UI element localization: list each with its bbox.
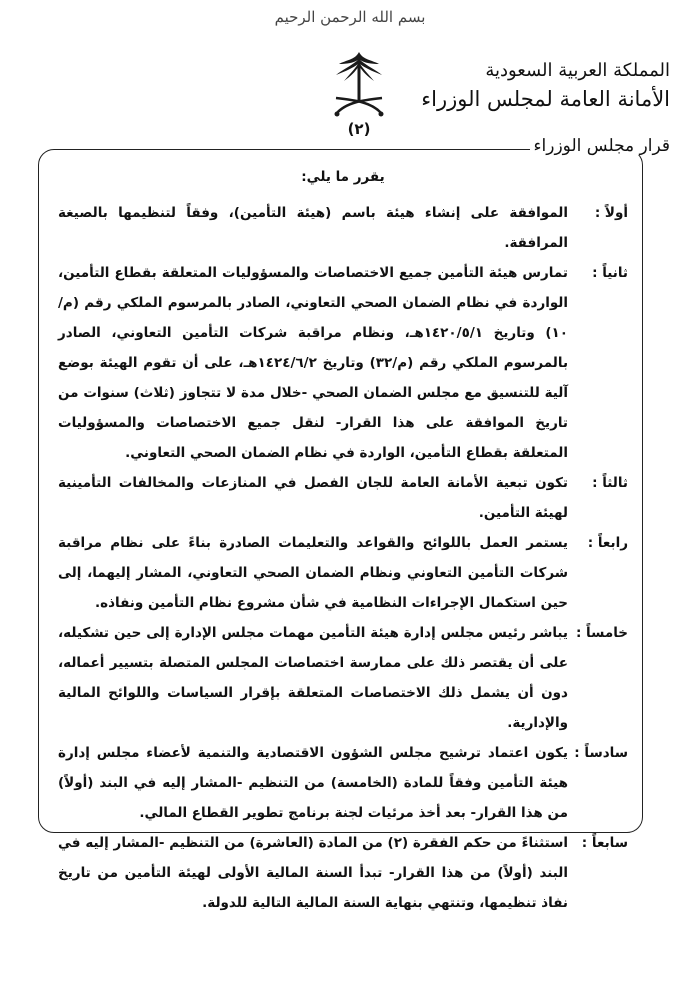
clause-text: استثناءً من حكم الفقرة (٢) من المادة (العاشرة) من التنظيم -المشار إليه في البند (أولاً) من هذا القرار- تبدأ السنة المالية الأولى لهيئة التأمين من تاريخ نفاذ تنظيمها، وتنتهي بنهاية السنة المالية التالية للدولة. <box>58 835 568 911</box>
clause-3 <box>58 468 628 528</box>
clause-7 <box>58 828 628 918</box>
clause-label: ثانياً : <box>592 265 628 281</box>
clause-text: تمارس هيئة التأمين جميع الاختصاصات والمسؤوليات المتعلقة بقطاع التأمين، الواردة في نظام الضمان الصحي التعاوني، الصادر بالمرسوم الملكي رقم (م/١٠) وتاريخ ١٤٢٠/٥/١هـ، ونظام مراقبة شركات التأمين التعاوني، الصادر بالمرسوم الملكي رقم (م/٣٢) وتاريخ ١٤٢٤/٦/٢هـ، على أن تقوم الهيئة بوضع آلية للتنسيق مع مجلس الضمان الصحي -خلال مدة لا تتجاوز (ثلاث) سنوات من تاريخ الموافقة على هذا القرار- لنقل جميع الاختصاصات والمسؤوليات المتعلقة بقطاع التأمين، الواردة في نظام الضمان الصحي التعاوني. <box>58 265 569 461</box>
clause-label: أولاً : <box>594 205 628 221</box>
clause-text: يكون اعتماد ترشيح مجلس الشؤون الاقتصادية والتنمية لأعضاء مجلس إدارة هيئة التأمين وفقاً للمادة (الخامسة) من التنظيم -المشار إليه في البند (أولاً) من هذا القرار- بعد أخذ مرئيات لجنة برنامج تطوير القطاع المالي. <box>58 745 568 821</box>
clause-5 <box>58 618 628 738</box>
letterhead <box>421 58 670 114</box>
clause-1 <box>58 198 628 258</box>
clause-label: سابعاً : <box>581 835 628 851</box>
page-number: (٢) <box>347 120 371 138</box>
decision-body <box>58 166 628 918</box>
clause-label: رابعاً : <box>587 535 628 551</box>
clause-label: سادساً : <box>574 745 628 761</box>
clause-label: خامساً : <box>575 625 628 641</box>
secretariat-title: الأمانة العامة لمجلس الوزراء <box>421 87 670 111</box>
clause-2 <box>58 258 628 468</box>
clause-6 <box>58 738 628 828</box>
kingdom-title: المملكة العربية السعودية <box>485 60 670 81</box>
clause-text: تكون تبعية الأمانة العامة للجان الفصل في المنازعات والمخالفات التأمينية لهيئة التأمين. <box>58 475 568 521</box>
clause-text: يستمر العمل باللوائح والقواعد والتعليمات الصادرة بناءً على نظام مراقبة شركات التأمين التعاوني ونظام الضمان الصحي التعاوني، المشار إليهما، إلى حين استكمال الإجراءات النظامية في شأن مشروع نظام التأمين ونفاذه. <box>58 535 568 611</box>
clause-text: يباشر رئيس مجلس إدارة هيئة التأمين مهمات مجلس الإدارة إلى حين تشكيله، على أن يقتصر ذلك على ممارسة اختصاصات المجلس المتصلة بتسيير أعماله، دون أن يشمل ذلك الاختصاصات المتعلقة بإقرار السياسات واللوائح المالية والإدارية. <box>58 625 568 731</box>
clause-text: الموافقة على إنشاء هيئة باسم (هيئة التأمين)، وفقاً لتنظيمها بالصيغة المرافقة. <box>58 205 568 251</box>
decision-intro: يقرر ما يلي: <box>301 169 385 185</box>
clause-label: ثالثاً : <box>592 475 628 491</box>
palm-swords-emblem-icon <box>330 50 388 122</box>
decision-label: قرار مجلس الوزراء <box>533 136 670 156</box>
clause-4 <box>58 528 628 618</box>
basmala: بسم الله الرحمن الرحيم <box>274 8 426 26</box>
